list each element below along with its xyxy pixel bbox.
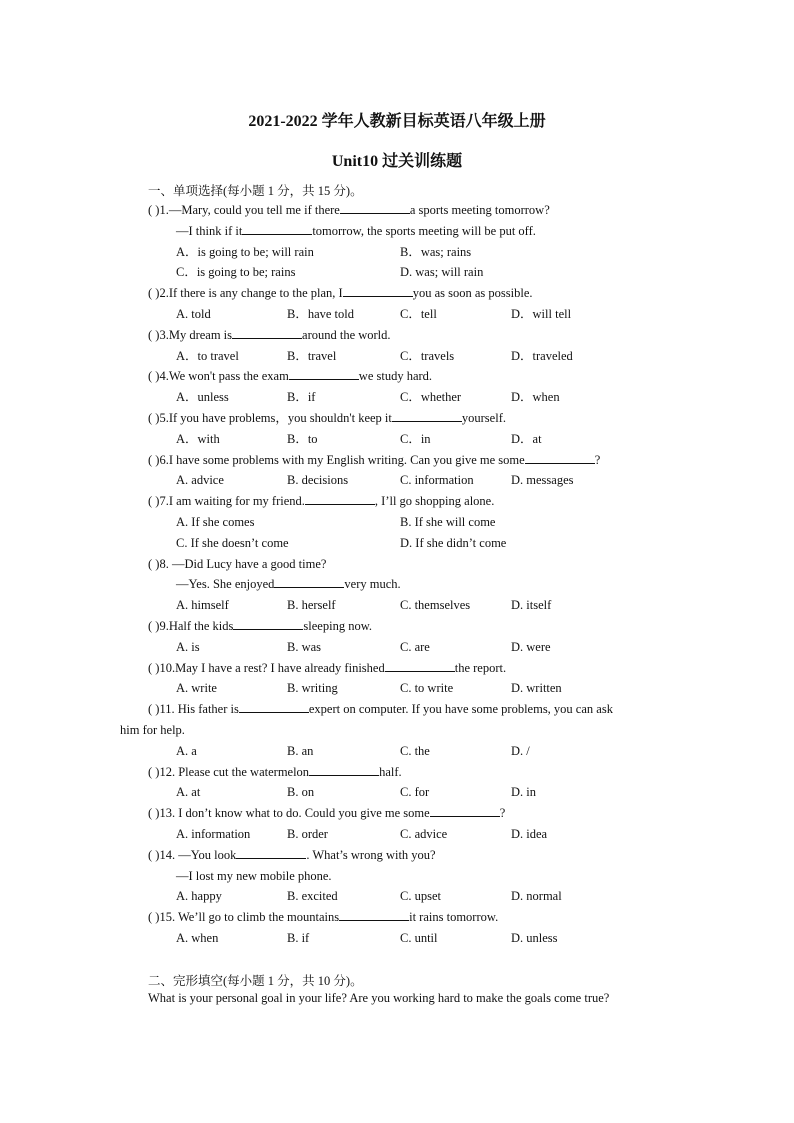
option-D[interactable]: D. written [511,681,562,696]
stem-text: —Did Lucy have a good time? [168,556,327,571]
option-D[interactable]: D．when [511,390,560,405]
answer-blank[interactable] [232,326,302,339]
option-A[interactable]: A. happy [176,889,222,904]
option-B[interactable]: B. writing [287,681,338,696]
question-number: 10. [159,660,176,675]
stem-text: I am waiting for my friend. [168,494,305,509]
option-A[interactable]: A．with [176,431,220,446]
answer-blank[interactable] [305,492,375,505]
question-stem [0,325,794,346]
stem-text: —Yes. She enjoyed [176,577,275,592]
question-number: 14. [159,847,176,862]
answer-blank[interactable] [309,763,379,776]
question-stem [0,366,794,387]
stem-text: very much. [344,577,401,592]
answer-bracket[interactable]: ( ) [148,806,160,821]
question-stem [0,845,794,866]
question-number: 6. [159,452,169,467]
stem-text: ? [499,806,506,821]
option-C[interactable]: C．travels [400,348,455,363]
answer-bracket[interactable]: ( ) [148,327,160,342]
stem-text: Half the kids [168,618,234,633]
option-A[interactable]: A. is [176,639,200,654]
question-6 [0,450,794,492]
cloze-passage-first-line: What is your personal goal in your life? Are you working hard to make the goals come true? [148,991,610,1005]
options-row [0,304,794,325]
stem-text: I have some problems with my English writing. Can you give me some [168,452,525,467]
answer-blank[interactable] [239,700,309,713]
stem-text: yourself. [461,410,506,425]
option-B[interactable]: B．was; rains [400,244,472,259]
option-D[interactable]: D. was; will rain [400,265,484,280]
option-B[interactable]: B．have told [287,306,355,321]
question-number: 11. [159,702,175,717]
question-10 [0,658,794,700]
options-row [0,470,794,491]
options-row [0,824,794,845]
option-C[interactable]: C. themselves [400,598,471,613]
option-A[interactable]: A. If she comes [176,514,255,529]
option-D[interactable]: D．traveled [511,348,573,363]
question-9 [0,616,794,658]
option-D[interactable]: D. If she didn’t come [400,535,507,550]
option-C[interactable]: C. information [400,473,474,488]
question-number: 5. [159,410,169,425]
option-A[interactable]: A．to travel [176,348,239,363]
stem-text: —I lost my new mobile phone. [176,868,332,883]
stem-text: a sports meeting tomorrow? [409,203,550,217]
answer-blank[interactable] [525,451,595,464]
question-4 [0,366,794,408]
stem-text: —Mary, could you tell me if there [168,203,340,217]
option-D[interactable]: D. idea [511,826,548,841]
option-A[interactable]: A．unless [176,390,229,405]
options-row [0,928,794,949]
option-C[interactable]: C. for [400,785,430,800]
question-13 [0,803,794,845]
option-D[interactable]: D. / [511,743,530,758]
stem-text: , I’ll go shopping alone. [374,494,495,509]
option-C[interactable]: C．is going to be; rains [176,265,296,280]
question-line [0,866,794,887]
options-row [0,387,794,408]
option-D[interactable]: D. unless [511,930,558,945]
option-B[interactable]: B. If she will come [400,514,496,529]
answer-bracket[interactable]: ( ) [148,369,160,384]
answer-blank[interactable] [339,908,409,921]
question-stem [0,554,794,575]
question-stem [0,803,794,824]
question-number: 15. [159,910,176,925]
option-A[interactable]: A. himself [176,598,229,613]
question-number: 1. [159,203,169,217]
stem-text: around the world. [302,327,391,342]
question-14 [0,845,794,907]
question-stem [0,200,794,221]
option-D[interactable]: D. normal [511,889,562,904]
option-D[interactable]: D．will tell [511,306,572,321]
option-C[interactable]: C．tell [400,306,437,321]
answer-blank[interactable] [236,846,306,859]
stem-text: expert on computer. If you have some problems, you can ask [308,702,613,717]
option-C[interactable]: C. to write [400,681,454,696]
answer-blank[interactable] [392,409,462,422]
answer-blank[interactable] [289,367,359,380]
options-row [0,678,794,699]
option-A[interactable]: A. at [176,785,201,800]
answer-bracket[interactable]: ( ) [148,660,160,675]
stem-text: We won't pass the exam [168,369,289,384]
stem-text: the report. [454,660,507,675]
question-stem [0,658,794,679]
option-C[interactable]: C．in [400,431,431,446]
option-B[interactable]: B．to [287,431,318,446]
answer-blank[interactable] [430,804,500,817]
question-line [0,221,794,242]
stem-text: half. [379,764,402,779]
stem-text: If there is any change to the plan, I [168,286,343,301]
option-B[interactable]: B. if [287,930,310,945]
option-C[interactable]: C. upset [400,889,441,904]
stem-text: you as soon as possible. [412,286,533,301]
question-1 [0,200,794,283]
option-C[interactable]: C. are [400,639,430,654]
answer-bracket[interactable]: ( ) [148,494,160,509]
answer-bracket[interactable]: ( ) [148,702,160,717]
question-line [0,574,794,595]
question-number: 8. [159,556,169,571]
question-stem [0,450,794,471]
stem-text: we study hard. [358,369,433,384]
question-stem [0,907,794,928]
option-A[interactable]: A. when [176,930,219,945]
option-B[interactable]: B. an [287,743,314,758]
options-row [0,637,794,658]
question-number: 3. [159,327,169,342]
option-D[interactable]: D. itself [511,598,552,613]
question-stem [0,408,794,429]
question-11 [0,699,794,761]
stem-text: I don’t know what to do. Could you give me some [175,806,430,821]
stem-text: Please cut the watermelon [175,764,310,779]
answer-bracket[interactable]: ( ) [148,286,160,301]
stem-text: it rains tomorrow. [409,910,499,925]
stem-text: May I have a rest? I have already finished [175,660,385,675]
answer-blank[interactable] [340,201,410,214]
answer-bracket[interactable]: ( ) [148,910,160,925]
stem-text: him for help. [120,722,185,737]
stem-text: We’ll go to climb the mountains [175,910,340,925]
answer-bracket[interactable]: ( ) [148,847,160,862]
question-3 [0,325,794,367]
option-B[interactable]: B. decisions [287,473,349,488]
question-15 [0,907,794,949]
option-B[interactable]: B. on [287,785,315,800]
option-A[interactable]: A. a [176,743,197,758]
answer-blank[interactable] [233,617,303,630]
option-D[interactable]: D．at [511,431,542,446]
option-B[interactable]: B．travel [287,348,337,363]
question-number: 7. [159,494,169,509]
option-B[interactable]: B. order [287,826,328,841]
stem-text: —You look [175,847,237,862]
page-subtitle: Unit10 过关训练题 [331,153,463,170]
answer-bracket[interactable]: ( ) [148,556,160,571]
option-C[interactable]: C. until [400,930,438,945]
option-B[interactable]: B. herself [287,598,336,613]
question-stem [0,491,794,512]
answer-bracket[interactable]: ( ) [148,410,160,425]
section-2-heading: 二、完形填空(每小题 1 分，共 10 分)。 [148,974,363,988]
option-B[interactable]: B．if [287,390,316,405]
option-C[interactable]: C. the [400,743,430,758]
option-D[interactable]: D. in [511,785,536,800]
option-C[interactable]: C. advice [400,826,448,841]
option-B[interactable]: B. was [287,639,322,654]
stem-text: My dream is [168,327,233,342]
options-row [0,741,794,762]
question-stem [0,699,794,720]
stem-text: . What’s wrong with you? [306,847,436,862]
stem-text: His father is [174,702,239,717]
question-stem [0,616,794,637]
question-number: 13. [159,806,176,821]
stem-text: —I think if it [176,223,243,238]
option-A[interactable]: A. write [176,681,217,696]
option-C[interactable]: C. If she doesn’t come [176,535,289,550]
answer-blank[interactable] [242,222,312,235]
options-row [0,242,794,263]
options-row [0,595,794,616]
options-row [0,782,794,803]
question-number: 12. [159,764,176,779]
options-row [0,533,794,554]
question-7 [0,491,794,553]
question-8 [0,554,794,616]
answer-bracket[interactable]: ( ) [148,203,160,217]
question-stem [0,283,794,304]
options-row [0,512,794,533]
answer-bracket[interactable]: ( ) [148,618,160,633]
option-A[interactable]: A. information [176,826,251,841]
question-line [0,720,794,741]
options-row [0,429,794,450]
question-5 [0,408,794,450]
answer-bracket[interactable]: ( ) [148,452,160,467]
question-number: 2. [159,286,169,301]
question-number: 9. [159,618,169,633]
option-D[interactable]: D. were [511,639,551,654]
options-row [0,346,794,367]
option-C[interactable]: C．whether [400,390,462,405]
question-2 [0,283,794,325]
question-12 [0,762,794,804]
options-row [0,262,794,283]
question-number: 4. [159,369,169,384]
option-B[interactable]: B. excited [287,889,338,904]
answer-bracket[interactable]: ( ) [148,764,160,779]
option-A[interactable]: A．is going to be; will rain [176,244,314,259]
page-title: 2021-2022 学年人教新目标英语八年级上册 [248,113,546,130]
stem-text: If you have problems，you shouldn't keep it [168,410,392,425]
stem-text: tomorrow, the sports meeting will be put off. [312,223,536,238]
option-A[interactable]: A. told [176,306,211,321]
option-A[interactable]: A. advice [176,473,224,488]
option-D[interactable]: D. messages [511,473,574,488]
question-list [0,200,794,949]
answer-blank[interactable] [385,659,455,672]
answer-blank[interactable] [274,575,344,588]
stem-text: sleeping now. [303,618,373,633]
section-1-heading: 一、单项选择(每小题 1 分，共 15 分)。 [148,184,363,198]
stem-text: ? [594,452,601,467]
answer-blank[interactable] [343,284,413,297]
question-stem [0,762,794,783]
options-row [0,886,794,907]
